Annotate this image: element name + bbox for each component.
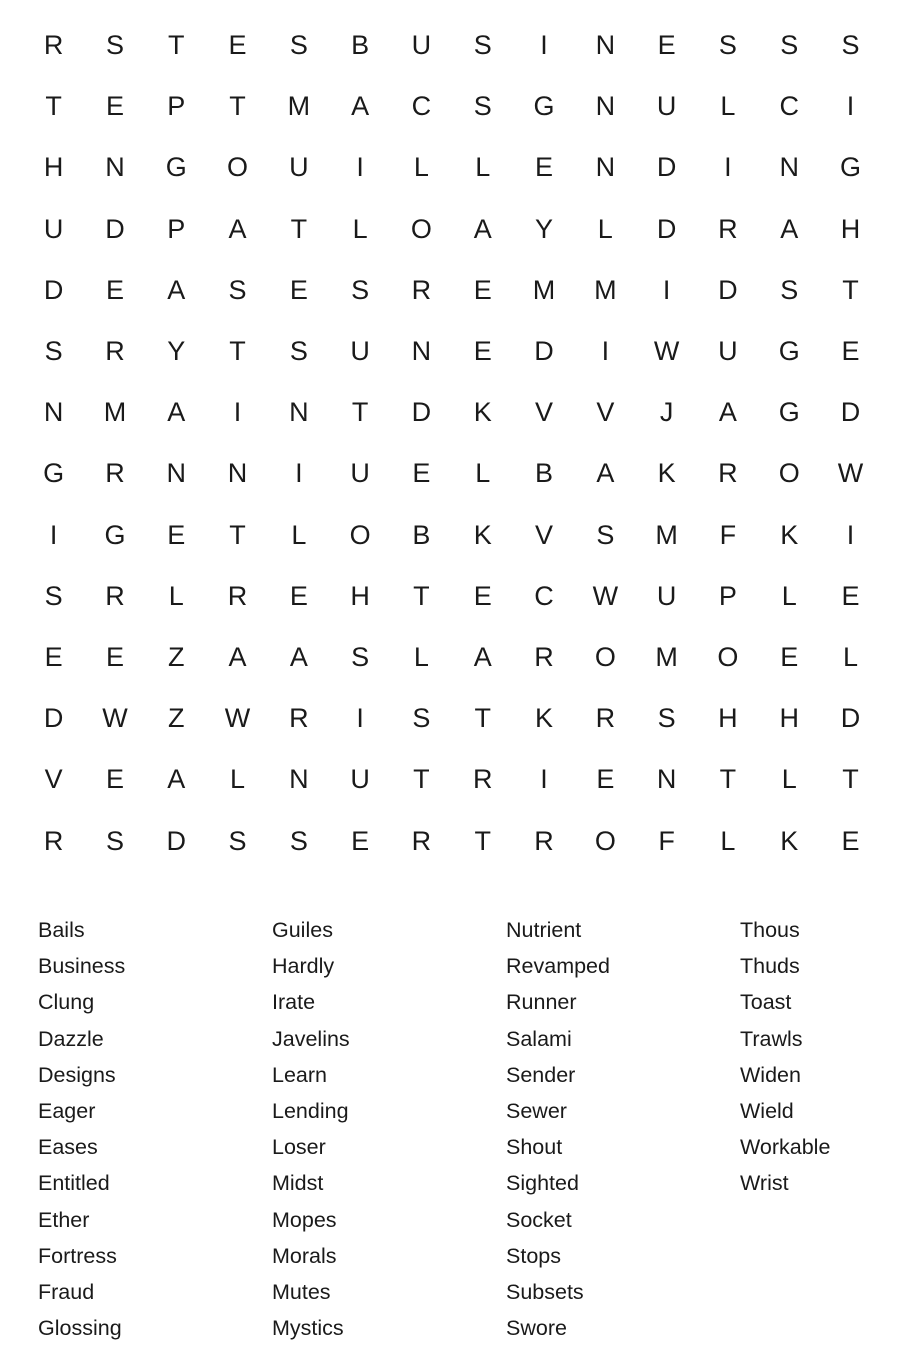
grid-cell[interactable]: S [718, 30, 737, 61]
grid-cell[interactable]: W [592, 580, 619, 611]
grid-cell[interactable]: H [350, 580, 370, 611]
grid-cell[interactable]: A [289, 641, 308, 672]
grid-cell[interactable]: S [228, 825, 247, 856]
grid-cell[interactable]: R [105, 336, 125, 367]
grid-cell[interactable]: G [533, 91, 555, 122]
grid-cell[interactable]: M [594, 274, 617, 305]
word-item: Thous [740, 918, 800, 942]
grid-cell[interactable]: S [105, 30, 124, 61]
grid-cell[interactable]: I [356, 703, 364, 734]
grid-cell[interactable]: I [233, 397, 242, 428]
grid-cell[interactable]: G [104, 519, 126, 550]
grid-cell[interactable]: U [718, 336, 738, 367]
grid-cell[interactable]: T [413, 580, 430, 611]
grid-cell[interactable]: L [781, 764, 797, 795]
grid-cell[interactable]: T [719, 764, 737, 795]
grid-cell[interactable]: E [473, 580, 492, 611]
word-item: Clung [38, 990, 95, 1015]
grid-cell[interactable]: E [105, 91, 124, 122]
grid-cell[interactable]: E [841, 336, 860, 367]
grid-cell[interactable]: I [540, 764, 548, 795]
word-item: Widen [740, 1062, 801, 1087]
grid-cell[interactable]: R [718, 458, 738, 489]
grid-cell[interactable]: D [656, 213, 677, 244]
word-item: Nutrient [506, 918, 582, 942]
grid-cell[interactable]: E [289, 580, 308, 611]
grid-cell[interactable]: V [535, 519, 554, 550]
grid-cell[interactable]: T [474, 703, 491, 734]
grid-cell[interactable]: W [653, 336, 680, 367]
grid-cell[interactable]: K [780, 825, 799, 856]
word-column [272, 912, 506, 1346]
grid-cell[interactable]: B [351, 30, 370, 61]
word-item: Eases [38, 1135, 98, 1160]
grid-cell[interactable]: T [290, 213, 308, 244]
grid-cell[interactable]: R [105, 580, 125, 611]
grid-cell[interactable]: D [840, 397, 861, 428]
word-item: Wield [740, 1098, 794, 1123]
grid-cell[interactable]: O [594, 825, 616, 856]
letter-grid [23, 15, 881, 872]
word-column [506, 912, 740, 1346]
grid-cell[interactable]: U [43, 213, 64, 244]
grid-cell[interactable]: R [105, 458, 125, 489]
grid-cell[interactable]: E [473, 336, 492, 367]
grid-cell[interactable]: A [718, 397, 737, 428]
grid-cell[interactable]: S [44, 580, 63, 611]
grid-cell[interactable]: V [44, 764, 63, 795]
grid-cell[interactable]: O [410, 213, 432, 244]
grid-cell[interactable]: N [43, 397, 64, 428]
grid-cell[interactable]: N [595, 91, 616, 122]
grid-cell[interactable]: E [167, 519, 186, 550]
grid-cell[interactable]: Y [167, 336, 186, 367]
grid-cell[interactable]: N [105, 152, 125, 183]
word-item: Revamped [506, 954, 610, 979]
word-item: Bails [38, 918, 85, 942]
grid-cell[interactable]: O [227, 152, 249, 183]
word-item: Fraud [38, 1279, 95, 1304]
grid-cell[interactable]: E [841, 580, 860, 611]
grid-cell[interactable]: M [532, 274, 556, 305]
grid-cell[interactable]: H [779, 703, 799, 734]
word-item: Midst [272, 1171, 324, 1196]
grid-cell[interactable]: R [411, 274, 432, 305]
grid-cell[interactable]: P [167, 213, 186, 244]
grid-cell[interactable]: S [780, 274, 799, 305]
grid-cell[interactable]: E [841, 825, 860, 856]
grid-cell[interactable]: I [601, 336, 610, 367]
grid-cell[interactable]: G [43, 458, 65, 489]
grid-cell[interactable]: E [780, 641, 799, 672]
word-item: Trawls [740, 1026, 803, 1051]
grid-cell[interactable]: R [534, 641, 554, 672]
word-item: Salami [506, 1026, 572, 1051]
grid-cell[interactable]: L [720, 825, 736, 856]
grid-cell[interactable]: P [718, 580, 737, 611]
grid-cell[interactable]: S [289, 825, 308, 856]
grid-cell[interactable]: D [718, 274, 738, 305]
grid-cell[interactable]: N [166, 458, 186, 489]
word-item: Guiles [272, 918, 333, 942]
word-item: Learn [272, 1062, 327, 1087]
grid-cell[interactable]: T [229, 91, 246, 122]
grid-cell[interactable]: A [473, 213, 492, 244]
grid-cell[interactable]: M [655, 641, 678, 672]
grid-cell[interactable]: E [105, 274, 124, 305]
grid-cell[interactable]: E [351, 825, 370, 856]
grid-cell[interactable]: R [534, 825, 554, 856]
grid-cell[interactable]: I [724, 152, 732, 183]
grid-cell[interactable]: L [413, 152, 429, 183]
word-item: Lending [272, 1098, 349, 1123]
grid-cell[interactable]: I [540, 30, 548, 61]
word-item: Sighted [506, 1171, 579, 1196]
grid-cell[interactable]: K [473, 397, 492, 428]
grid-cell[interactable]: T [474, 825, 491, 856]
grid-cell[interactable]: G [165, 152, 187, 183]
grid-cell[interactable]: V [535, 397, 554, 428]
grid-cell[interactable]: S [351, 274, 370, 305]
grid-cell[interactable]: L [842, 641, 859, 672]
grid-cell[interactable]: B [535, 458, 554, 489]
grid-cell[interactable]: N [227, 458, 248, 489]
word-item: Mopes [272, 1207, 337, 1232]
grid-cell[interactable]: S [412, 703, 431, 734]
grid-cell[interactable]: C [779, 91, 799, 122]
grid-cell[interactable]: R [289, 703, 309, 734]
grid-cell[interactable]: L [720, 91, 736, 122]
word-item: Sewer [506, 1098, 567, 1123]
grid-cell[interactable]: A [473, 641, 492, 672]
grid-cell[interactable]: S [473, 91, 492, 122]
grid-cell[interactable]: J [659, 397, 674, 428]
grid-cell[interactable]: T [229, 336, 246, 367]
grid-cell[interactable]: S [657, 703, 676, 734]
grid-cell[interactable]: S [289, 30, 308, 61]
word-item: Ether [38, 1207, 90, 1232]
word-item: Thuds [740, 954, 800, 979]
grid-cell[interactable]: R [718, 213, 738, 244]
grid-cell[interactable]: M [287, 91, 311, 122]
grid-cell[interactable]: L [597, 213, 613, 244]
grid-cell[interactable]: U [656, 91, 677, 122]
grid-cell[interactable]: E [105, 764, 124, 795]
grid-cell[interactable]: G [778, 336, 800, 367]
grid-cell[interactable]: D [166, 825, 186, 856]
grid-cell[interactable]: S [473, 30, 492, 61]
grid-cell[interactable]: L [291, 519, 307, 550]
grid-cell[interactable]: E [657, 30, 676, 61]
grid-cell[interactable]: O [717, 641, 739, 672]
word-item: Dazzle [38, 1026, 104, 1051]
grid-cell[interactable]: R [227, 580, 248, 611]
grid-cell[interactable]: N [595, 30, 616, 61]
grid-cell[interactable]: A [167, 397, 186, 428]
grid-cell[interactable]: G [840, 152, 862, 183]
grid-cell[interactable]: B [412, 519, 431, 550]
grid-cell[interactable]: W [102, 703, 128, 734]
grid-cell[interactable]: R [43, 825, 64, 856]
grid-cell[interactable]: U [350, 336, 370, 367]
grid-cell[interactable]: N [595, 152, 616, 183]
grid-cell[interactable]: S [780, 30, 799, 61]
word-item: Mutes [272, 1279, 331, 1304]
word-item: Hardly [272, 954, 335, 979]
word-item: Mystics [272, 1316, 344, 1341]
grid-cell[interactable]: A [228, 213, 247, 244]
grid-cell[interactable]: E [596, 764, 615, 795]
grid-cell[interactable]: A [351, 91, 370, 122]
word-item: Swore [506, 1316, 567, 1341]
grid-cell[interactable]: T [842, 274, 859, 305]
word-item: Sender [506, 1062, 576, 1087]
grid-cell[interactable]: D [840, 703, 861, 734]
grid-cell[interactable]: M [103, 397, 127, 428]
word-item: Javelins [272, 1026, 350, 1051]
word-item: Workable [740, 1135, 831, 1160]
grid-cell[interactable]: S [44, 336, 63, 367]
grid-cell[interactable]: K [535, 703, 554, 734]
grid-cell[interactable]: I [662, 274, 671, 305]
grid-cell[interactable]: L [475, 458, 491, 489]
grid-cell[interactable]: T [413, 764, 430, 795]
grid-cell[interactable]: E [473, 274, 492, 305]
grid-cell[interactable]: W [224, 703, 251, 734]
grid-cell[interactable]: N [289, 397, 309, 428]
word-item: Morals [272, 1243, 337, 1268]
grid-cell[interactable]: D [43, 274, 64, 305]
grid-cell[interactable]: I [846, 91, 855, 122]
grid-cell[interactable]: D [411, 397, 432, 428]
grid-cell[interactable]: A [780, 213, 799, 244]
grid-cell[interactable]: T [229, 519, 246, 550]
word-column [38, 912, 272, 1346]
grid-cell[interactable]: F [658, 825, 675, 856]
grid-cell[interactable]: A [596, 458, 615, 489]
grid-cell[interactable]: S [351, 641, 370, 672]
grid-cell[interactable]: F [719, 519, 737, 550]
grid-cell[interactable]: O [349, 519, 371, 550]
word-item: Shout [506, 1135, 563, 1160]
grid-cell[interactable]: E [228, 30, 247, 61]
word-item: Runner [506, 990, 577, 1015]
grid-cell[interactable]: T [45, 91, 62, 122]
word-item: Eager [38, 1098, 96, 1123]
grid-cell[interactable]: L [352, 213, 368, 244]
grid-cell[interactable]: Y [535, 213, 554, 244]
grid-cell[interactable]: S [105, 825, 124, 856]
grid-cell[interactable]: R [411, 825, 432, 856]
grid-cell[interactable]: N [411, 336, 432, 367]
grid-cell[interactable]: O [778, 458, 800, 489]
grid-cell[interactable]: N [289, 764, 309, 795]
grid-cell[interactable]: K [473, 519, 492, 550]
grid-cell[interactable]: E [105, 641, 124, 672]
grid-cell[interactable]: H [718, 703, 738, 734]
grid-cell[interactable]: M [655, 519, 678, 550]
word-column [740, 912, 902, 1346]
grid-cell[interactable]: U [656, 580, 677, 611]
word-item: Wrist [740, 1171, 789, 1196]
grid-cell[interactable]: A [167, 764, 186, 795]
grid-cell[interactable]: C [534, 580, 554, 611]
grid-cell[interactable]: A [167, 274, 186, 305]
grid-cell[interactable]: U [289, 152, 309, 183]
word-item: Fortress [38, 1243, 117, 1268]
grid-cell[interactable]: R [595, 703, 616, 734]
grid-cell[interactable]: I [295, 458, 303, 489]
grid-cell[interactable]: D [534, 336, 554, 367]
grid-cell[interactable]: P [167, 91, 186, 122]
word-item: Entitled [38, 1171, 110, 1196]
grid-cell[interactable]: T [842, 764, 859, 795]
grid-cell[interactable]: H [43, 152, 64, 183]
grid-cell[interactable]: L [230, 764, 246, 795]
grid-cell[interactable]: S [596, 519, 615, 550]
grid-cell[interactable]: S [841, 30, 860, 61]
grid-cell[interactable]: H [840, 213, 861, 244]
grid-cell[interactable]: E [44, 641, 63, 672]
grid-cell[interactable]: G [778, 397, 800, 428]
grid-cell[interactable]: R [43, 30, 64, 61]
word-item: Designs [38, 1062, 116, 1087]
grid-cell[interactable]: W [837, 458, 864, 489]
grid-cell[interactable]: C [411, 91, 432, 122]
word-item: Subsets [506, 1279, 584, 1304]
word-item: Toast [740, 990, 792, 1015]
grid-cell[interactable]: E [412, 458, 431, 489]
grid-cell[interactable]: T [351, 397, 369, 428]
grid-cell[interactable]: Z [167, 641, 185, 672]
grid-cell[interactable]: A [228, 641, 247, 672]
grid-cell[interactable]: S [228, 274, 247, 305]
word-item: Stops [506, 1243, 561, 1268]
grid-cell[interactable]: O [594, 641, 616, 672]
word-item: Glossing [38, 1316, 122, 1341]
grid-cell[interactable]: E [289, 274, 308, 305]
grid-cell[interactable]: L [168, 580, 184, 611]
grid-cell[interactable]: R [472, 764, 493, 795]
grid-cell[interactable]: U [350, 458, 370, 489]
grid-cell[interactable]: D [656, 152, 677, 183]
word-item: Business [38, 954, 126, 979]
grid-cell[interactable]: L [781, 580, 797, 611]
grid-cell[interactable]: Z [167, 703, 185, 734]
grid-cell[interactable]: S [289, 336, 308, 367]
grid-cell[interactable]: L [475, 152, 491, 183]
grid-cell[interactable]: V [596, 397, 615, 428]
grid-cell[interactable]: I [49, 519, 58, 550]
grid-cell[interactable]: U [411, 30, 432, 61]
word-item: Loser [272, 1135, 326, 1160]
grid-cell[interactable]: D [105, 213, 125, 244]
grid-cell[interactable]: N [779, 152, 799, 183]
grid-cell[interactable]: K [657, 458, 676, 489]
grid-cell[interactable]: E [535, 152, 554, 183]
grid-cell[interactable]: I [846, 519, 855, 550]
word-item: Socket [506, 1207, 572, 1232]
word-item: Irate [272, 990, 316, 1015]
grid-cell[interactable]: D [43, 703, 64, 734]
word-list [38, 912, 902, 1346]
grid-cell[interactable]: K [780, 519, 799, 550]
grid-cell[interactable]: U [350, 764, 370, 795]
grid-cell[interactable]: T [167, 30, 185, 61]
grid-cell[interactable]: L [413, 641, 429, 672]
grid-cell[interactable]: I [356, 152, 364, 183]
grid-cell[interactable]: N [656, 764, 677, 795]
